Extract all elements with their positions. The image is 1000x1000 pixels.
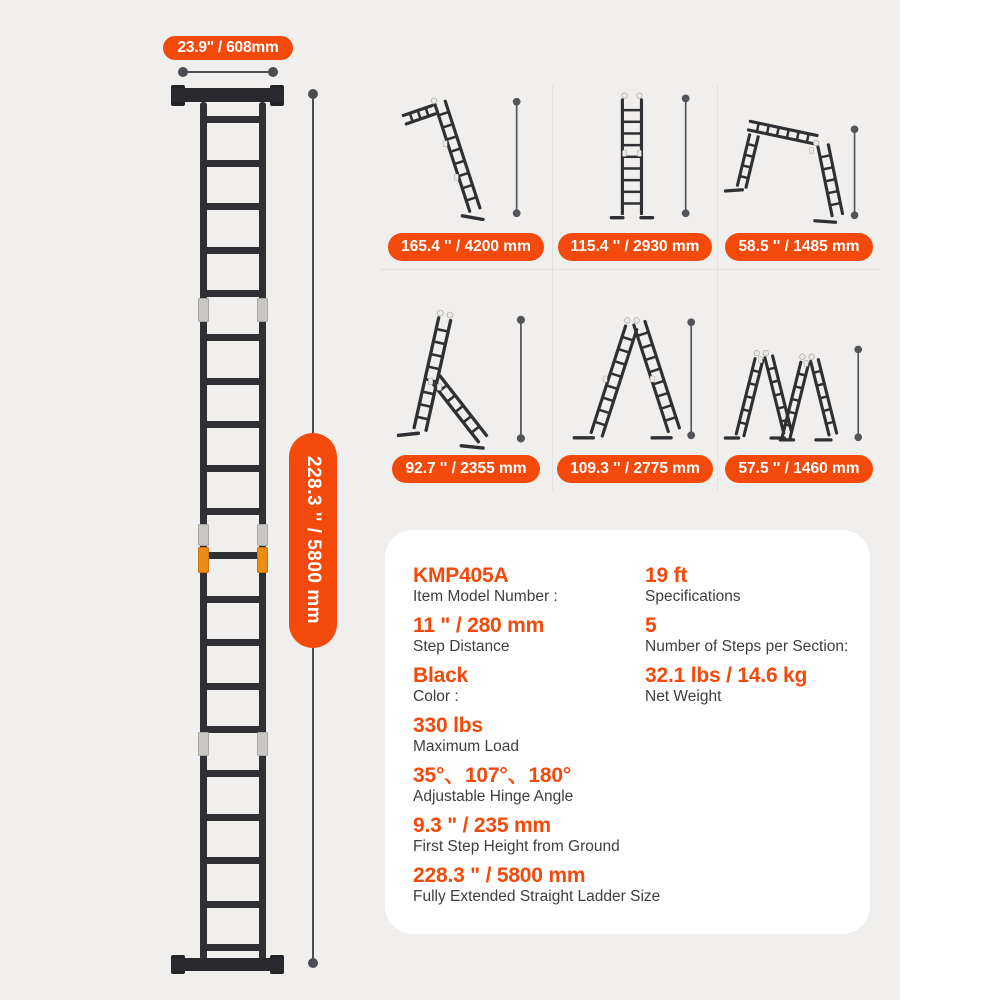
double-folded-ladder-icon [721, 270, 877, 451]
height-dimension-label: 228.3 '' / 5800 mm [303, 456, 324, 625]
dimension-dot [268, 67, 278, 77]
spec-value: 32.1 lbs / 14.6 kg [645, 664, 808, 687]
ladder-rung [203, 508, 263, 515]
spec-label: Maximum Load [413, 738, 519, 755]
config-cell-slant-support [380, 270, 553, 491]
ladder-rung [203, 901, 263, 908]
width-dimension-line [183, 71, 278, 73]
spec-value: Black [413, 664, 469, 687]
config-cell-straight-vertical [553, 85, 718, 270]
ladder-rung [203, 116, 263, 123]
spec-value: 35°、107°、180° [413, 764, 572, 787]
ladder-rung [203, 290, 263, 297]
spec-color [413, 664, 645, 707]
ladder-rung [203, 203, 263, 210]
ladder-rung [203, 421, 263, 428]
spec-maximum-load [413, 714, 645, 757]
config-cell-extension-hook [380, 85, 553, 270]
a-frame-ladder-icon [556, 270, 713, 451]
width-dimension-badge [163, 36, 293, 60]
ladder-bottom-stabilizer-bar [171, 958, 284, 971]
config-cell-scaffold [718, 85, 880, 270]
spec-value: 5 [645, 614, 657, 637]
scaffold-ladder-icon [721, 85, 877, 229]
config-badge: 165.4 '' / 4200 mm [388, 233, 544, 261]
extension-hook-ladder-icon [383, 85, 548, 229]
section-lock-hardware [198, 524, 209, 546]
spec-label: Adjustable Hinge Angle [413, 788, 574, 805]
spec-label: Item Model Number : [413, 588, 558, 605]
ladder-rung [203, 814, 263, 821]
ladder-rung [203, 683, 263, 690]
dimension-dot [178, 67, 188, 77]
config-badge: 109.3 '' / 2775 mm [557, 455, 713, 483]
center-hinge-hardware [198, 547, 209, 573]
spec-label: First Step Height from Ground [413, 838, 620, 855]
config-cell-a-frame [553, 270, 718, 491]
ladder-rung [203, 334, 263, 341]
ladder-rung [203, 944, 263, 951]
spec-value: KMP405A [413, 564, 509, 587]
slant-support-ladder-icon [383, 270, 548, 451]
height-dimension-badge [289, 433, 337, 648]
spec-column-left [413, 564, 661, 914]
configuration-grid [380, 85, 880, 491]
ladder-rung [203, 465, 263, 472]
section-lock-hardware [257, 732, 268, 756]
section-lock-hardware [198, 732, 209, 756]
config-badge: 57.5 '' / 1460 mm [725, 455, 872, 483]
spec-value: 330 lbs [413, 714, 483, 737]
config-badge: 115.4 '' / 2930 mm [558, 233, 713, 261]
config-badge: 92.7 '' / 2355 mm [392, 455, 539, 483]
spec-first-step-height [413, 814, 645, 857]
spec-steps-per-section [645, 614, 870, 657]
spec-model-number [413, 564, 645, 607]
spec-label: Color : [413, 688, 459, 705]
dimension-dot [308, 958, 318, 968]
width-dimension-label: 23.9'' / 608mm [177, 39, 279, 56]
specifications-card [385, 530, 870, 934]
spec-label: Fully Extended Straight Ladder Size [413, 888, 661, 905]
spec-label: Specifications [645, 588, 741, 605]
spec-extended-length [413, 864, 661, 907]
ladder-rung [203, 857, 263, 864]
ladder-rung [203, 247, 263, 254]
spec-column-right [645, 564, 870, 914]
config-badge: 58.5 '' / 1485 mm [725, 233, 872, 261]
ladder-rung [203, 596, 263, 603]
center-hinge-hardware [257, 547, 268, 573]
section-lock-hardware [198, 298, 209, 322]
ladder-rung [203, 378, 263, 385]
spec-value: 9.3 " / 235 mm [413, 814, 551, 837]
spec-net-weight [645, 664, 870, 707]
dimension-dot [308, 89, 318, 99]
ladder-top-stabilizer-bar [171, 88, 284, 102]
ladder-rung [203, 160, 263, 167]
straight-vertical-ladder-icon [556, 85, 713, 229]
config-cell-double-folded [718, 270, 880, 491]
ladder-rung [203, 770, 263, 777]
spec-step-distance [413, 614, 645, 657]
ladder-rung [203, 726, 263, 733]
section-lock-hardware [257, 298, 268, 322]
spec-value: 19 ft [645, 564, 688, 587]
spec-hinge-angle [413, 764, 645, 807]
ladder-rung [203, 552, 263, 559]
ladder-rung [203, 639, 263, 646]
spec-value: 228.3 " / 5800 mm [413, 864, 586, 887]
spec-value: 11 " / 280 mm [413, 614, 545, 637]
section-lock-hardware [257, 524, 268, 546]
spec-height-ft [645, 564, 870, 607]
spec-label: Number of Steps per Section: [645, 638, 849, 655]
spec-label: Step Distance [413, 638, 510, 655]
spec-label: Net Weight [645, 688, 722, 705]
